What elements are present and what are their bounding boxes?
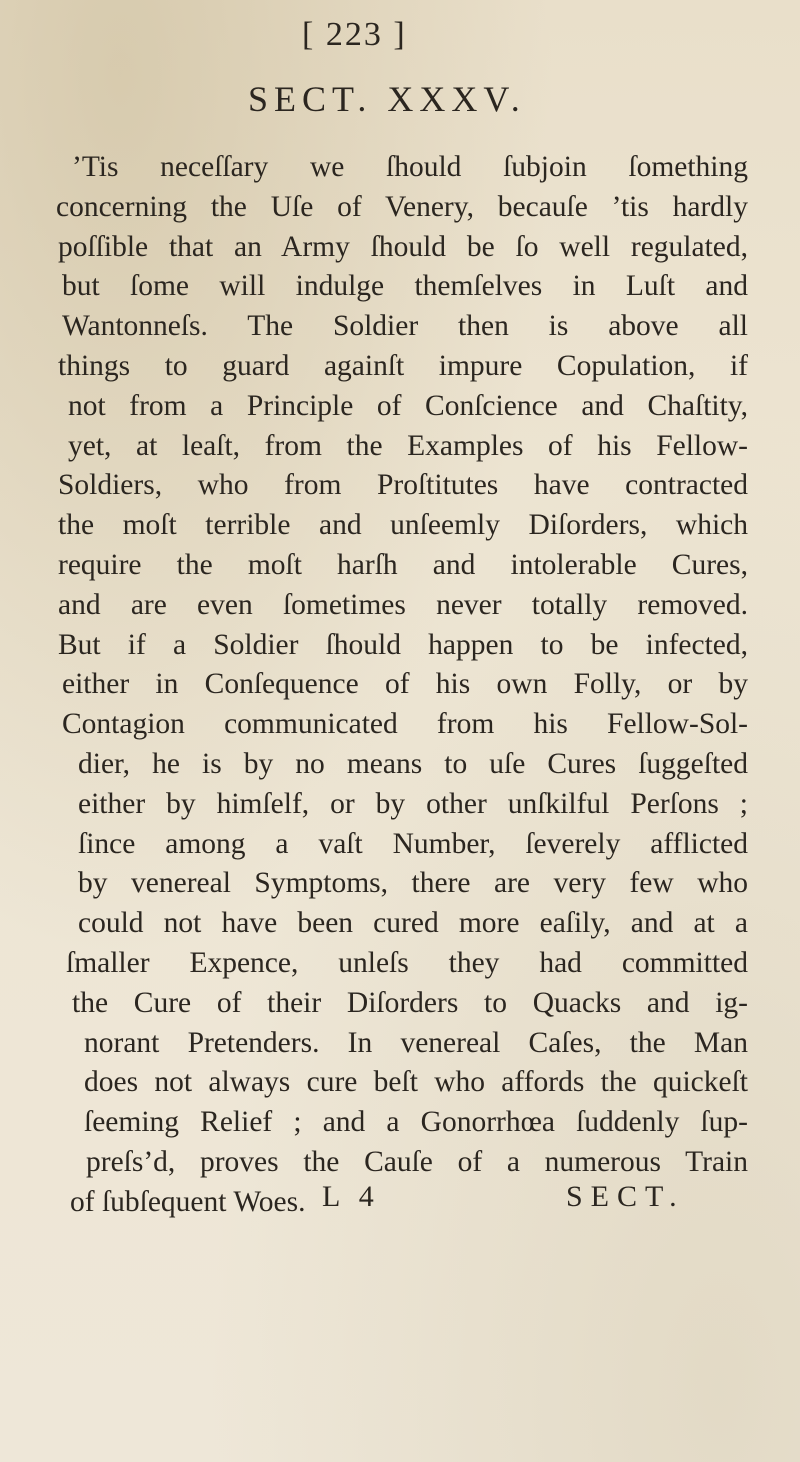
text-line: by venereal Symptoms, there are very few who [78, 867, 748, 900]
text-line: concerning the Uſe of Venery, becauſe ’tis hardly [56, 190, 748, 223]
text-line: Contagion communicated from his Fellow-Sol- [62, 708, 748, 741]
text-line: does not always cure beſt who affords the quickeſt [84, 1066, 748, 1099]
body-text [48, 148, 748, 1223]
text-line: dier, he is by no means to uſe Cures ſuggeſted [78, 747, 748, 780]
text-line: could not have been cured more eaſily, and at a [78, 907, 748, 940]
text-line: either in Conſequence of his own Folly, or by [62, 668, 748, 701]
text-line: ſmaller Expence, unleſs they had committed [66, 946, 748, 979]
catchword: SECT. [566, 1180, 685, 1213]
text-line: of ſubſequent Woes. [70, 1185, 306, 1218]
text-line: either by himſelf, or by other unſkilful Perſons ; [78, 787, 748, 820]
text-line: poſſible that an Army ſhould be ſo well regulated, [58, 230, 748, 263]
text-line: things to guard againſt impure Copulation, if [58, 349, 748, 382]
text-line: ſince among a vaſt Number, ſeverely afflicted [78, 827, 748, 860]
text-line: norant Pretenders. In venereal Caſes, the Man [84, 1026, 748, 1059]
text-line: require the moſt harſh and intolerable Cures, [58, 548, 748, 581]
signature-mark: L 4 [322, 1180, 380, 1213]
text-line: not from a Principle of Conſcience and Chaſtity, [68, 389, 748, 422]
text-line: Wantonneſs. The Soldier then is above all [62, 310, 748, 343]
text-line: Soldiers, who from Proſtitutes have contracted [58, 469, 748, 502]
text-line: the moſt terrible and unſeemly Diſorders, which [58, 509, 748, 542]
text-line: preſs’d, proves the Cauſe of a numerous Train [86, 1145, 748, 1178]
text-line: But if a Soldier ſhould happen to be infected, [58, 628, 748, 661]
text-line: ’Tis neceſſary we ſhould ſubjoin ſomething [72, 151, 748, 183]
page-number: [ 223 ] [302, 16, 407, 53]
text-line: and are even ſometimes never totally removed. [58, 588, 748, 621]
text-line: the Cure of their Diſorders to Quacks and ig- [72, 986, 748, 1019]
text-line: but ſome will indulge themſelves in Luſt and [62, 270, 748, 303]
text-line: ſeeming Relief ; and a Gonorrhœa ſuddenly ſup- [84, 1106, 748, 1139]
section-heading: SECT. XXXV. [248, 79, 526, 119]
page-footer [0, 1180, 800, 1224]
text-line: yet, at leaſt, from the Examples of his Fellow- [68, 429, 748, 462]
